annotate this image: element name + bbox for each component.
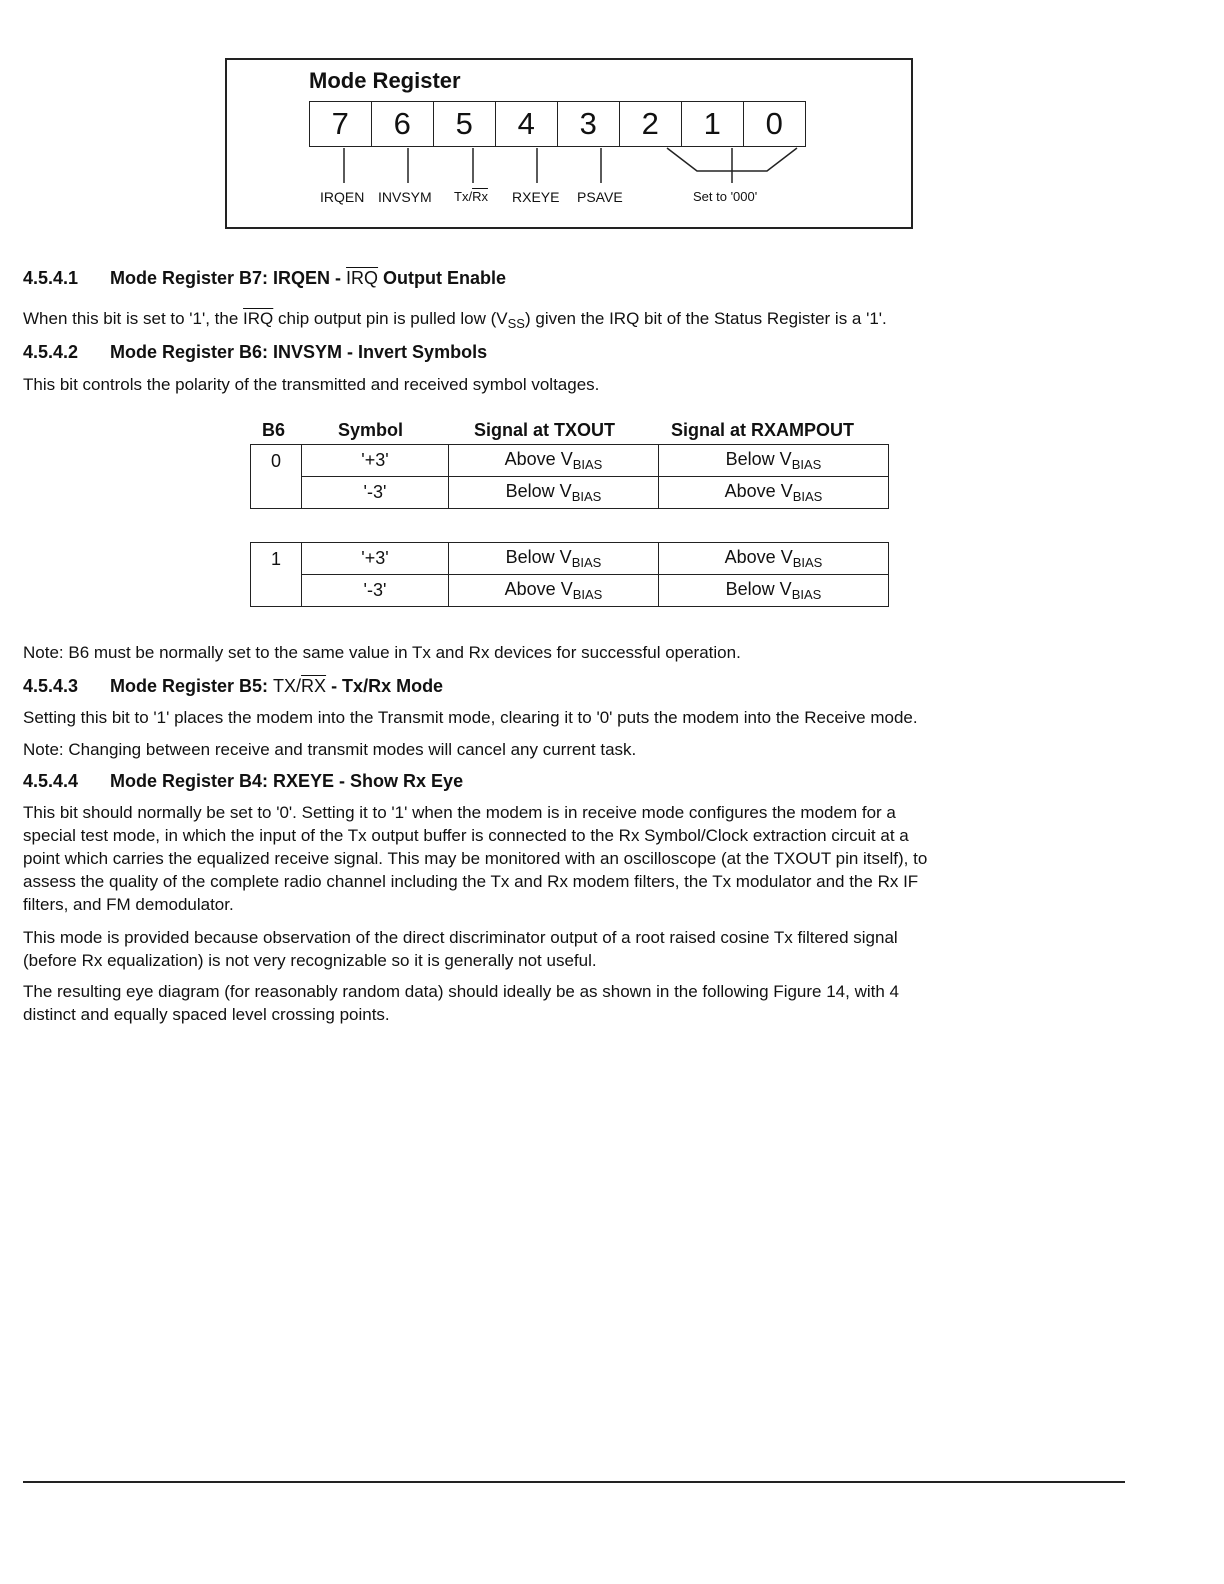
table-row <box>251 575 889 607</box>
table-cell-txout: Below $V_{BIAS}$ <box>449 477 659 509</box>
table-cell-txout: Below $V_{BIAS}$ <box>449 543 659 575</box>
paragraph-irqen: When this bit is set to '1', the $\overline{IRQ}$ chip output pin is pulled low $(V_{SS})$ given the IRQ bit of the Status Register is a '1'. <box>23 309 887 331</box>
bit-7: 7 <box>309 101 373 147</box>
bit-6: 6 <box>371 101 435 147</box>
field-label-invsym: INVSYM <box>378 189 432 205</box>
field-label-psave: PSAVE <box>577 189 623 205</box>
table-cell-symbol: '+3' <box>302 445 449 477</box>
table-row <box>251 477 889 509</box>
paragraph-txrx: Setting this bit to '1' places the modem into the Transmit mode, clearing it to '0' puts the modem into the Receive mode. <box>23 708 918 727</box>
symbol-table-b6-0 <box>250 444 889 509</box>
symbol-table-b6-1 <box>250 542 889 607</box>
table-cell-symbol: '-3' <box>302 575 449 607</box>
bit-2: 2 <box>619 101 683 147</box>
paragraph-rxeye-1: This bit should normally be set to '0'. Setting it to '1' when the modem is in receive mode configures the modem for a special test mode, in which the input of the Tx output buffer is connected to the Rx Symbol/Clock extraction circuit at a point which carries the equalized receive signal. This may be monitored with an oscilloscope (at the TXOUT pin itself), to assess the quality of the complete radio channel including the Tx and Rx modem filters, the Tx modulator and the Rx IF filters, and FM demodulator. <box>23 803 928 914</box>
bit-5: 5 <box>433 101 497 147</box>
note-b6: Note: B6 must be normally set to the same value in Tx and Rx devices for successful operation. <box>23 643 741 662</box>
table-cell-rxampout: Above $V_{BIAS}$ <box>659 477 889 509</box>
table-header-txout: Signal at TXOUT <box>474 420 616 440</box>
footer-rule <box>23 1481 1125 1483</box>
bit-0: 0 <box>743 101 807 147</box>
table-cell-symbol: '+3' <box>302 543 449 575</box>
table-row <box>251 543 889 575</box>
table-cell-txout: Above $V_{BIAS}$ <box>449 445 659 477</box>
table-header-b6: B6 <box>262 420 286 440</box>
field-label-rxeye: RXEYE <box>512 189 560 205</box>
register-title: Mode Register <box>309 68 461 93</box>
table-cell-rxampout: Below $V_{BIAS}$ <box>659 445 889 477</box>
bit-3: 3 <box>557 101 621 147</box>
table-cell-b6: 1 <box>251 543 302 607</box>
table-row <box>251 445 889 477</box>
table-cell-b6: 0 <box>251 445 302 509</box>
paragraph-invsym: This bit controls the polarity of the transmitted and received symbol voltages. <box>23 375 600 394</box>
heading-4-5-4-3: 4.5.4.3 Mode Register B5: $TX/\overline{RX} - Tx/Rx$ Mode <box>23 676 444 696</box>
paragraph-rxeye-3: The resulting eye diagram (for reasonably random data) should ideally be as shown in the following Figure 14, with 4 distinct and equally spaced level crossing points. <box>23 982 899 1024</box>
bit-1: 1 <box>681 101 745 147</box>
table-cell-rxampout: Above $V_{BIAS}$ <box>659 543 889 575</box>
field-label-reserved: Set to '000' <box>693 189 758 204</box>
heading-4-5-4-1: 4.5.4.1 Mode Register B7: IRQEN - $\overline{IRQ}$ Output Enable <box>23 268 507 288</box>
heading-4-5-4-4: 4.5.4.4 Mode Register B4: RXEYE - Show Rx Eye <box>23 771 464 791</box>
field-label-txrx: $Tx/\overline{Rx}$ <box>454 189 488 204</box>
table-cell-symbol: '-3' <box>302 477 449 509</box>
heading-4-5-4-2: 4.5.4.2 Mode Register B6: INVSYM - Invert Symbols <box>23 342 488 362</box>
table-header-symbol: Symbol <box>338 420 404 440</box>
table-cell-rxampout: Below $V_{BIAS}$ <box>659 575 889 607</box>
paragraph-rxeye-2: This mode is provided because observation of the direct discriminator output of a root raised cosine Tx filtered signal (before Rx equalization) is not very recognizable so it is generally not useful. <box>23 928 898 970</box>
table-cell-txout: Above $V_{BIAS}$ <box>449 575 659 607</box>
note-txrx: Note: Changing between receive and transmit modes will cancel any current task. <box>23 740 637 759</box>
bit-4: 4 <box>495 101 559 147</box>
field-label-irqen: IRQEN <box>320 189 365 205</box>
table-header-rxampout: Signal at RXAMPOUT <box>671 420 855 440</box>
